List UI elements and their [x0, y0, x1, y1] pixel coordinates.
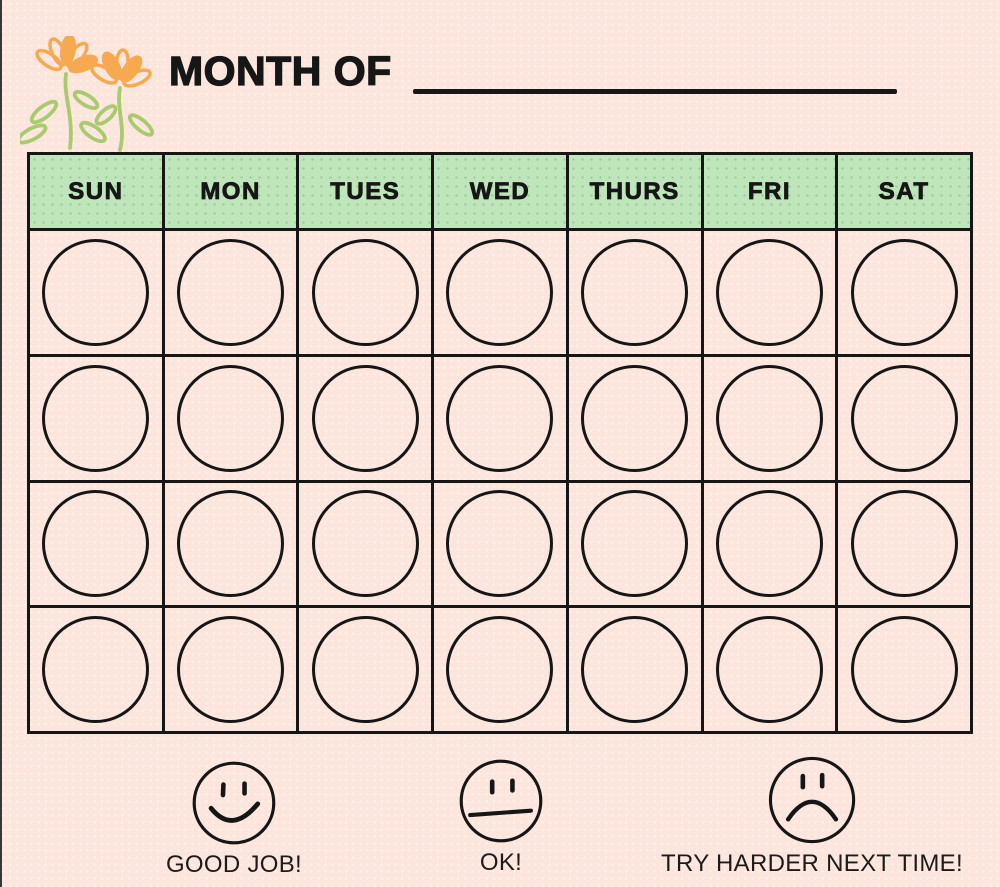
sad-face-icon	[766, 754, 858, 846]
day-circle[interactable]	[177, 365, 284, 472]
calendar-grid	[27, 152, 973, 734]
day-header-label: SUN	[68, 177, 124, 205]
day-circle[interactable]	[177, 616, 284, 723]
day-cell-r4-c4	[434, 608, 569, 734]
page-title: MONTH OF	[169, 48, 392, 94]
day-cell-r1-c4	[434, 231, 569, 357]
day-cell-r4-c2	[165, 608, 300, 734]
day-header-wed	[434, 155, 569, 231]
day-cell-r4-c1	[30, 608, 165, 734]
day-cell-r3-c2	[165, 483, 300, 609]
day-circle[interactable]	[446, 616, 553, 723]
day-circle[interactable]	[716, 365, 823, 472]
day-cell-r3-c5	[569, 483, 704, 609]
day-header-sun	[30, 155, 165, 231]
day-circle[interactable]	[851, 239, 958, 346]
day-cell-r3-c6	[704, 483, 839, 609]
day-cell-r2-c2	[165, 357, 300, 483]
day-header-sat	[838, 155, 973, 231]
legend-label-ok: OK!	[479, 849, 523, 876]
day-cell-r2-c1	[30, 357, 165, 483]
day-cell-r2-c5	[569, 357, 704, 483]
day-circle[interactable]	[716, 616, 823, 723]
day-circle[interactable]	[312, 239, 419, 346]
day-cell-r3-c7	[838, 483, 973, 609]
day-cell-r4-c6	[704, 608, 839, 734]
day-cell-r4-c3	[299, 608, 434, 734]
day-circle[interactable]	[312, 490, 419, 597]
day-cell-r3-c4	[434, 483, 569, 609]
legend-item-try-harder	[661, 754, 963, 878]
day-header-label: FRI	[747, 177, 791, 205]
day-circle[interactable]	[312, 616, 419, 723]
legend-item-ok	[457, 757, 545, 877]
day-header-label: WED	[469, 177, 531, 205]
day-cell-r1-c2	[165, 231, 300, 357]
day-header-fri	[704, 155, 839, 231]
neutral-face-icon	[457, 757, 545, 845]
happy-face-icon	[190, 759, 278, 847]
day-circle[interactable]	[42, 616, 149, 723]
day-cell-r4-c5	[569, 608, 704, 734]
day-circle[interactable]	[581, 616, 688, 723]
day-cell-r1-c3	[299, 231, 434, 357]
day-cell-r1-c1	[30, 231, 165, 357]
day-circle[interactable]	[581, 239, 688, 346]
day-header-label: THURS	[589, 177, 680, 205]
legend-label-good-job: GOOD JOB!	[165, 851, 303, 878]
day-header-thurs	[569, 155, 704, 231]
day-cell-r2-c6	[704, 357, 839, 483]
day-cell-r2-c3	[299, 357, 434, 483]
day-header-label: SAT	[878, 177, 930, 205]
day-circle[interactable]	[851, 490, 958, 597]
day-circle[interactable]	[716, 239, 823, 346]
page-left-edge	[0, 0, 2, 887]
day-cell-r3-c1	[30, 483, 165, 609]
day-cell-r4-c7	[838, 608, 973, 734]
legend-label-try-harder: TRY HARDER NEXT TIME!	[661, 850, 963, 877]
day-cell-r2-c4	[434, 357, 569, 483]
day-cell-r2-c7	[838, 357, 973, 483]
day-circle[interactable]	[716, 490, 823, 597]
day-circle[interactable]	[851, 616, 958, 723]
day-circle[interactable]	[851, 365, 958, 472]
day-circle[interactable]	[446, 239, 553, 346]
day-circle[interactable]	[177, 239, 284, 346]
day-header-mon	[165, 155, 300, 231]
day-header-label: TUES	[330, 177, 401, 205]
flowers-icon	[20, 36, 170, 152]
day-circle[interactable]	[446, 490, 553, 597]
day-circle[interactable]	[581, 365, 688, 472]
day-circle[interactable]	[42, 365, 149, 472]
day-cell-r1-c5	[569, 231, 704, 357]
day-header-tues	[299, 155, 434, 231]
legend-item-good-job	[166, 759, 302, 879]
day-header-label: MON	[200, 177, 261, 205]
day-cell-r1-c6	[704, 231, 839, 357]
month-name-blank-line[interactable]	[413, 89, 897, 94]
day-circle[interactable]	[42, 490, 149, 597]
day-circle[interactable]	[177, 490, 284, 597]
day-circle[interactable]	[581, 490, 688, 597]
day-cell-r1-c7	[838, 231, 973, 357]
day-circle[interactable]	[446, 365, 553, 472]
day-circle[interactable]	[42, 239, 149, 346]
day-circle[interactable]	[312, 365, 419, 472]
day-cell-r3-c3	[299, 483, 434, 609]
